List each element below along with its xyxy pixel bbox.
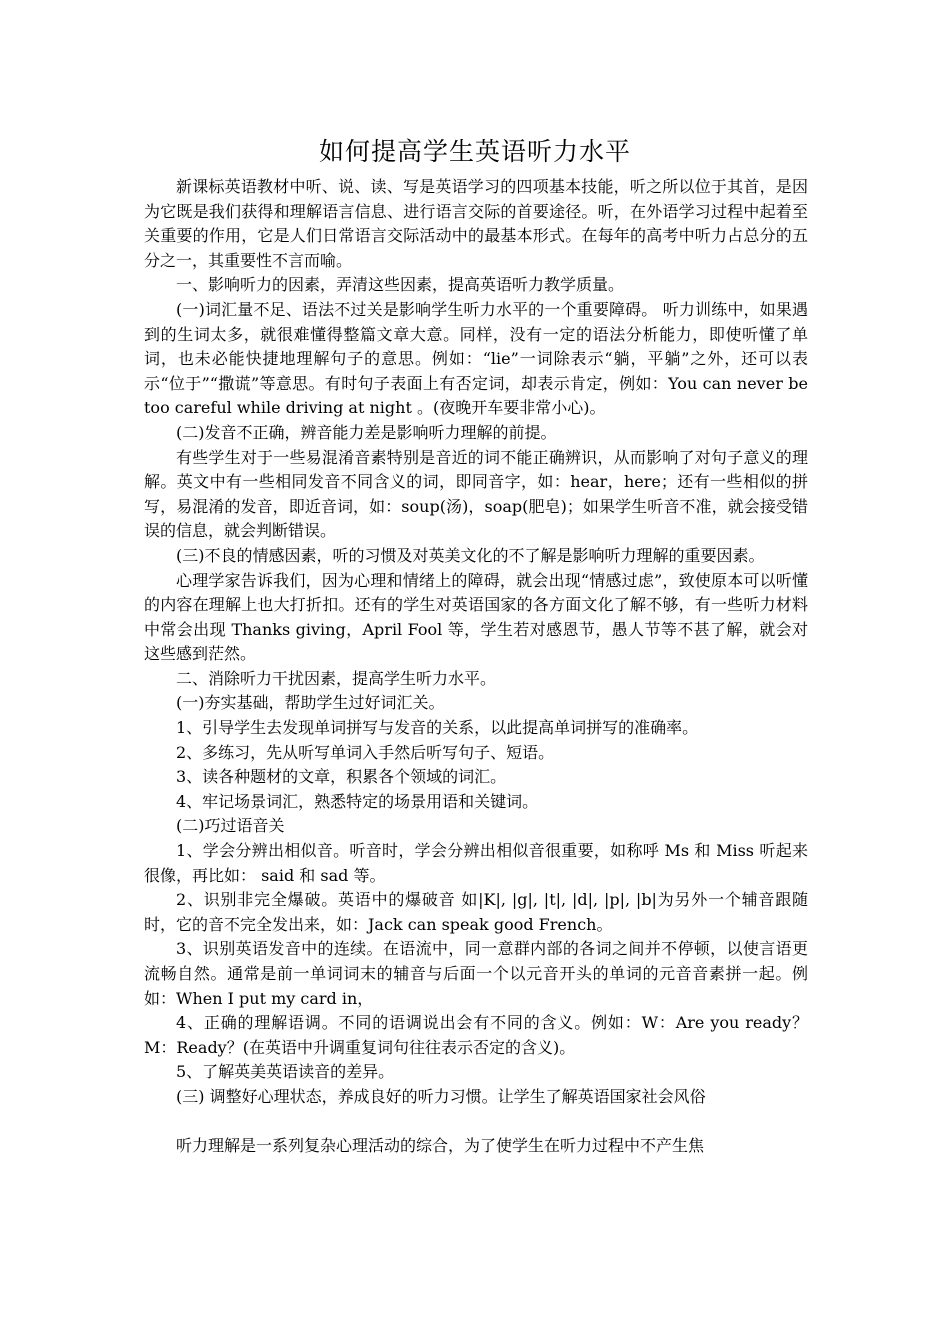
section-heading-1: 一、影响听力的因素，弄清这些因素，提高英语听力教学质量。 (176, 275, 625, 295)
list-item-2-1-2: 2、多练习，先从听写单词入手然后听写句子、短语。 (176, 742, 555, 762)
document-body (144, 175, 808, 1159)
paragraph-intro: 新课标英语教材中听、说、读、写是英语学习的四项基本技能，听之所以位于其首，是因为它既是我们获得和理解语言信息、进行语言交际的首要途径。听，在外语学习过程中起着至关重要的作用，它是人们日常语言交际活动中的最基本形式。在每年的高考中听力占总分的五分之一，其重要性不言而喻。 (144, 177, 808, 270)
subsection-1-1: (一)词汇量不足、语法不过关是影响学生听力水平的一个重要障碍。 听力训练中，如果遇到的生词太多，就很难懂得整篇文章大意。同样，没有一定的语法分析能力，即使听懂了单词，也未必能快捷地理解句子的意思。例如：“lie”一词除表示“躺，平躺”之外，还可以表示“位于”“撒谎”等意思。有时句子表面上有否定词，却表示肯定，例如：You can never be too careful while driving at night 。(夜晚开车要非常小心)。 (144, 299, 808, 418)
subsection-2-3: (三) 调整好心理状态，养成良好的听力习惯。让学生了解英语国家社会风俗 (176, 1086, 706, 1106)
list-item-2-1-4: 4、牢记场景词汇，熟悉特定的场景用语和关键词。 (176, 791, 539, 811)
document-title: 如何提高学生英语听力水平 (318, 137, 631, 166)
list-item-2-1-1: 1、引导学生去发现单词拼写与发音的关系，以此提高单词拼写的准确率。 (176, 718, 699, 738)
paragraph-1-2-detail: 有些学生对于一些易混淆音素特别是音近的词不能正确辨识，从而影响了对句子意义的理解。英文中有一些相同发音不同含义的词，即同音字，如：hear，here；还有一些相似的拼写，易混淆的发音，即近音词，如：soup(汤)，soap(肥皂)；如果学生听音不准，就会接受错误的信息，就会判断错误。 (144, 447, 808, 541)
list-item-2-2-2: 2、识别非完全爆破。英语中的爆破音 如|K|, |g|, |t|, |d|, |p|, |b|为另外一个辅音跟随时，它的音不完全发出来，如：Jack can speak good French。 (144, 890, 808, 934)
list-item-2-2-4: 4、正确的理解语调。不同的语调说出会有不同的含义。例如：W：Are you ready？ M：Ready？(在英语中升调重复词句往往表示否定的含义)。 (144, 1013, 808, 1057)
subsection-2-1: (一)夯实基础，帮助学生过好词汇关。 (176, 693, 445, 713)
list-item-2-2-5: 5、了解英美英语读音的差异。 (176, 1062, 395, 1082)
section-heading-2: 二、消除听力干扰因素，提高学生听力水平。 (176, 668, 497, 688)
list-item-2-2-3: 3、识别英语发音中的连续。在语流中，同一意群内部的各词之间并不停顿，以使言语更流畅自然。通常是前一单词词末的辅音与后面一个以元音开头的单词的元音音素拼一起。例如：When I put my card in， (144, 939, 808, 1008)
paragraph-1-3-detail: 心理学家告诉我们，因为心理和情绪上的障碍，就会出现“情感过虑”，致使原本可以听懂的内容在理解上也大打折扣。还有的学生对英语国家的各方面文化了解不够，有一些听力材料中常会出现 Thanks giving，April Fool 等，学生若对感恩节，愚人节等不甚了解，就会对这些感到茫然。 (144, 570, 808, 664)
subsection-1-2: (二)发音不正确，辨音能力差是影响听力理解的前提。 (176, 422, 557, 442)
subsection-1-3: (三)不良的情感因素，听的习惯及对英美文化的不了解是影响听力理解的重要因素。 (176, 545, 765, 565)
subsection-2-2: (二)巧过语音关 (176, 816, 285, 836)
list-item-2-2-1: 1、学会分辨出相似音。听音时，学会分辨出相似音很重要，如称呼 Ms 和 Miss 听起来很像，再比如： said 和 sad 等。 (144, 841, 808, 885)
list-item-2-1-3: 3、读各种题材的文章，积累各个领域的词汇。 (176, 767, 507, 787)
paragraph-2-3-detail: 听力理解是一系列复杂心理活动的综合，为了使学生在听力过程中不产生焦 (176, 1136, 705, 1156)
